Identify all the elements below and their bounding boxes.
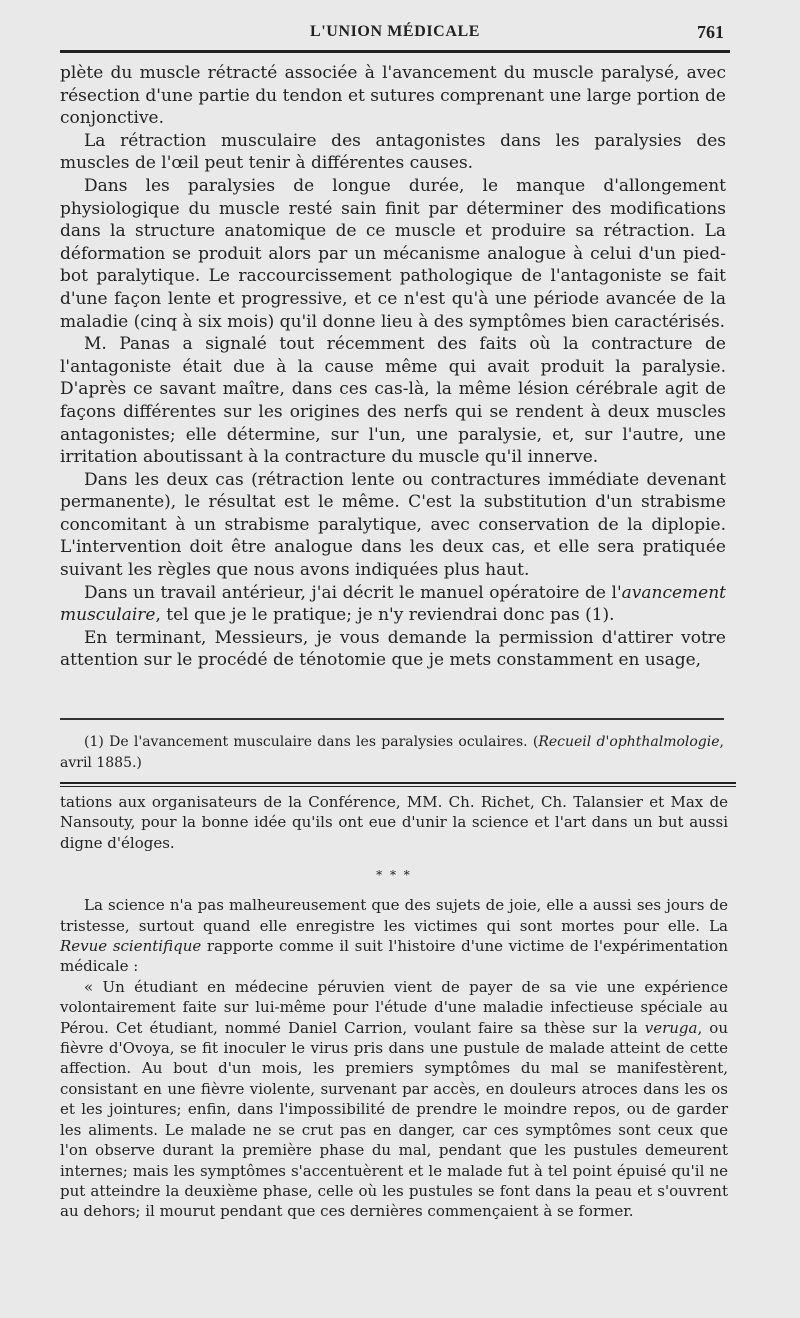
footnote-1 — [60, 732, 724, 774]
paragraph-6-text-end: , tel que je le pratique; je n'y reviendrai donc pas (1). — [155, 605, 615, 626]
chronicle-p3-italic: veruga — [644, 1018, 698, 1037]
header-rule — [60, 50, 730, 53]
footnote-italic: Recueil d'ophthalmologie — [538, 734, 720, 750]
chronicle-p2-text-end: rapporte comme il suit l'histoire d'une victime de l'expérimentation médicale : — [60, 937, 728, 976]
main-article — [60, 62, 726, 672]
paragraph-6-italic: avancement musculaire — [60, 582, 726, 626]
journal-title: L'UNION MÉDICALE — [309, 23, 481, 40]
paragraph-3: Dans les paralysies de longue durée, le manque d'allongement physiologique du muscle resté sain finit par déterminer des modifications dans la structure anatomique de ce muscle et produire sa rétraction. La déformation se produit alors par un mécanisme analogue à celui d'un pied-bot paralytique. Le raccourcissement pathologique de l'antagoniste se fait d'une façon lente et progressive, et ce n'est qu'à une période avancée de la maladie (cinq à six mois) qu'il donne lieu à des symptômes bien caractérisés. — [60, 175, 726, 332]
chronicle-paragraph-3 — [60, 977, 728, 1222]
footnote-text: (1) De l'avancement musculaire dans les paralysies oculaires. ( — [84, 734, 539, 750]
paragraph-1: plète du muscle rétracté associée à l'avancement du muscle paralysé, avec résection d'une partie du tendon et sutures comprenant une large portion de conjonctive. — [60, 63, 726, 129]
footnote-rule — [60, 718, 724, 720]
paragraph-5: Dans les deux cas (rétraction lente ou contractures immédiate devenant permanente), le résultat est le même. C'est la substitution d'un strabisme concomitant à un strabisme paralytique, avec conservation de la diplopie. L'intervention doit être analogue dans les deux cas, et elle sera pratiquée suivant les règles que nous avons indiquées plus haut. — [60, 469, 726, 581]
chronicle-p2-text: La science n'a pas malheureusement que des sujets de joie, elle a aussi ses jours de tristesse, surtout quand elle enregistre les victimes qui sont mortes pour elle. La — [60, 896, 728, 935]
section-double-rule — [60, 782, 736, 787]
page-number: 761 — [697, 22, 724, 42]
chronicle-intro: tations aux organisateurs de la Conférence, MM. Ch. Richet, Ch. Talansier et Max de Nansouty, pour la bonne idée qu'ils ont eue d'unir la science et l'art dans un but aussi digne d'éloges. — [60, 793, 728, 852]
footnote — [60, 732, 724, 774]
chronicle-p2-italic: Revue scientifique — [60, 937, 202, 956]
chronicle-p3-text-end: , ou fièvre d'Ovoya, se fit inoculer le virus pris dans une pustule de malade atteint de cette affection. Au bout d'un mois, les premiers symptômes du mal se manifestèrent, consistant en une fièvre violente, survenant par accès, en douleurs atroces dans les os et les jointures; enfin, dans l'impossibilité de prendre le moindre repos, ou de garder les aliments. Le malade ne se crut pas en danger, car ces symptômes sont ceux que l'on observe durant la première phase du mal, pendant que les pustules demeurent internes; mais les symptômes s'accentuèrent et le malade fut à tel point épuisé qu'il ne put atteindre la deuxième phase, celle où les pustules se font dans la peau et s'ouvrent au dehors; il mourut pendant que ces dernières commençaient à se former. — [60, 1018, 728, 1221]
chronicle-section — [60, 792, 728, 1222]
paragraph-4: M. Panas a signalé tout récemment des faits où la contracture de l'antagoniste était due à la cause même qui avait produit la paralysie. D'après ce savant maître, dans ces cas-là, la même lésion cérébrale agit de façons différentes sur les origines des nerfs qui se rendent à deux muscles antagonistes; elle détermine, sur l'un, une paralysie, et, sur l'autre, une irritation aboutissant à la contracture du muscle qu'il innerve. — [60, 334, 726, 468]
chronicle-p3-text: « Un étudiant en médecine péruvien vient de payer de sa vie une expérience volontairement faite sur lui-même pour l'étude d'une maladie infectieuse spéciale au Pérou. Cet étudiant, nommé Daniel Carrion, voulant faire sa thèse sur la — [60, 977, 728, 1037]
paragraph-2: La rétraction musculaire des antagonistes dans les paralysies des muscles de l'œil peut tenir à différentes causes. — [60, 130, 726, 174]
paragraph-7: En terminant, Messieurs, je vous demande la permission d'attirer votre attention sur le procédé de ténotomie que je mets constamment en usage, — [60, 627, 726, 671]
paragraph-6 — [60, 582, 726, 627]
chronicle-paragraph-2 — [60, 895, 728, 977]
asterism-separator: * * * — [376, 868, 412, 883]
paragraph-6-text: Dans un travail antérieur, j'ai décrit le manuel opératoire de l' — [84, 582, 622, 603]
footnote-text-end: , avril 1885.) — [60, 734, 724, 771]
running-header — [60, 18, 730, 46]
